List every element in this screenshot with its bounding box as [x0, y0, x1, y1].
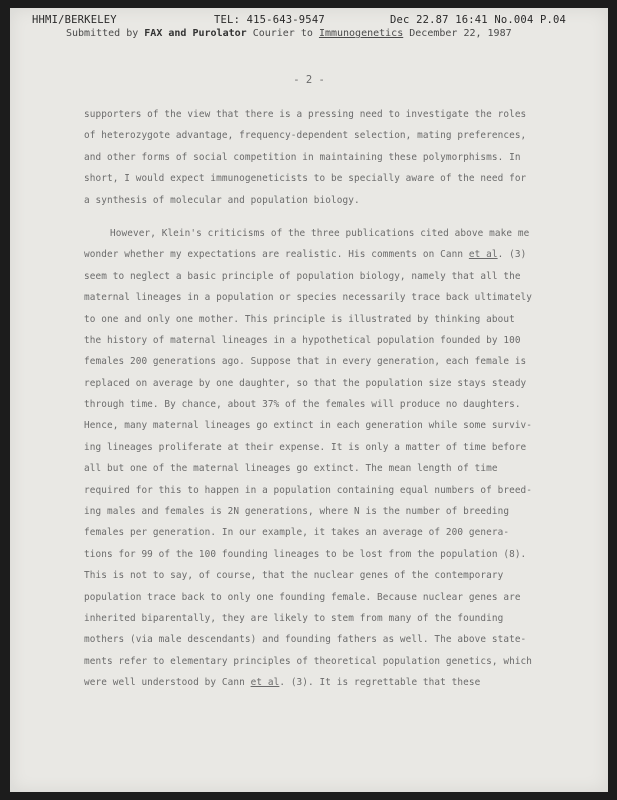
text-line: inherited biparentally, they are likely to stem from many of the founding — [84, 612, 504, 624]
text-segment: were well understood by Cann — [84, 677, 251, 689]
text-line: mothers (via male descendants) and founding fathers as well. The above state- — [84, 634, 527, 646]
text-line: maternal lineages in a population or species necessarily trace back ultimately — [84, 292, 533, 304]
text-line: to one and only one mother. This principle is illustrated by thinking about — [84, 313, 515, 325]
submitted-fax: FAX — [144, 28, 163, 39]
text-line: tions for 99 of the 100 founding lineages to be lost from the population (8). — [84, 548, 527, 560]
text-line: seem to neglect a basic principle of population biology, namely that all the — [84, 270, 521, 282]
text-line: a synthesis of molecular and population biology. — [84, 194, 360, 206]
text-line: and other forms of social competition in maintaining these polymorphisms. In — [84, 151, 521, 163]
page-number: - 2 - — [293, 74, 325, 86]
text-line: Hence, many maternal lineages go extinct in each generation while some surviv- — [84, 420, 533, 432]
submission-line — [66, 28, 512, 39]
text-line: supporters of the view that there is a pressing need to investigate the roles — [84, 109, 527, 120]
fax-datetime: Dec 22.87 16:41 No.004 P.04 — [390, 14, 567, 26]
submitted-courier: Courier to — [252, 28, 313, 39]
text-line: required for this to happen in a population containing equal numbers of breed- — [84, 484, 533, 496]
text-line — [84, 672, 584, 693]
body-text — [84, 104, 584, 694]
text-line: However, Klein's criticisms of the three publications cited above make me — [110, 227, 530, 239]
submitted-purolator: Purolator — [192, 28, 247, 39]
et-al-underlined: et al — [250, 677, 280, 689]
paragraph-gap — [84, 211, 584, 223]
text-line: This is not to say, of course, that the nuclear genes of the contemporary — [84, 570, 504, 582]
text-line: ing lineages proliferate at their expense. It is only a matter of time before — [84, 441, 527, 453]
fax-telephone: TEL: 415-643-9547 — [214, 14, 325, 26]
text-line: through time. By chance, about 37% of the females will produce no daughters. — [84, 399, 521, 411]
text-line: short, I would expect immunogeneticists to be specially aware of the need for — [84, 173, 527, 185]
submitted-and: and — [168, 28, 187, 39]
text-line: the history of maternal lineages in a hypothetical population founded by 100 — [84, 334, 521, 346]
submitted-date: December 22, 1987 — [409, 28, 512, 39]
et-al-underlined: et al — [468, 249, 498, 261]
document-page — [10, 8, 608, 792]
text-line: females per generation. In our example, it takes an average of 200 genera- — [84, 527, 510, 539]
text-line: ments refer to elementary principles of theoretical population genetics, which — [84, 655, 533, 667]
fax-sender: HHMI/BERKELEY — [32, 14, 117, 26]
text-line: all but one of the maternal lineages go extinct. The mean length of time — [84, 463, 498, 475]
text-line — [84, 244, 584, 265]
fax-header — [32, 14, 600, 74]
text-segment: . (3) — [497, 249, 527, 261]
text-line: ing males and females is 2N generations, where N is the number of breeding — [84, 506, 510, 518]
submitted-prefix: Submitted by — [66, 28, 139, 39]
submitted-journal: Immunogenetics — [318, 28, 404, 39]
text-line: population trace back to only one founding female. Because nuclear genes are — [84, 591, 521, 603]
text-line: females 200 generations ago. Suppose that in every generation, each female is — [84, 356, 527, 368]
text-segment: . (3). It is regrettable that these — [279, 677, 481, 689]
text-line: replaced on average by one daughter, so that the population size stays steady — [84, 377, 527, 389]
text-line: of heterozygote advantage, frequency-dependent selection, mating preferences, — [84, 130, 527, 142]
text-segment: wonder whether my expectations are realistic. His comments on Cann — [84, 249, 469, 261]
